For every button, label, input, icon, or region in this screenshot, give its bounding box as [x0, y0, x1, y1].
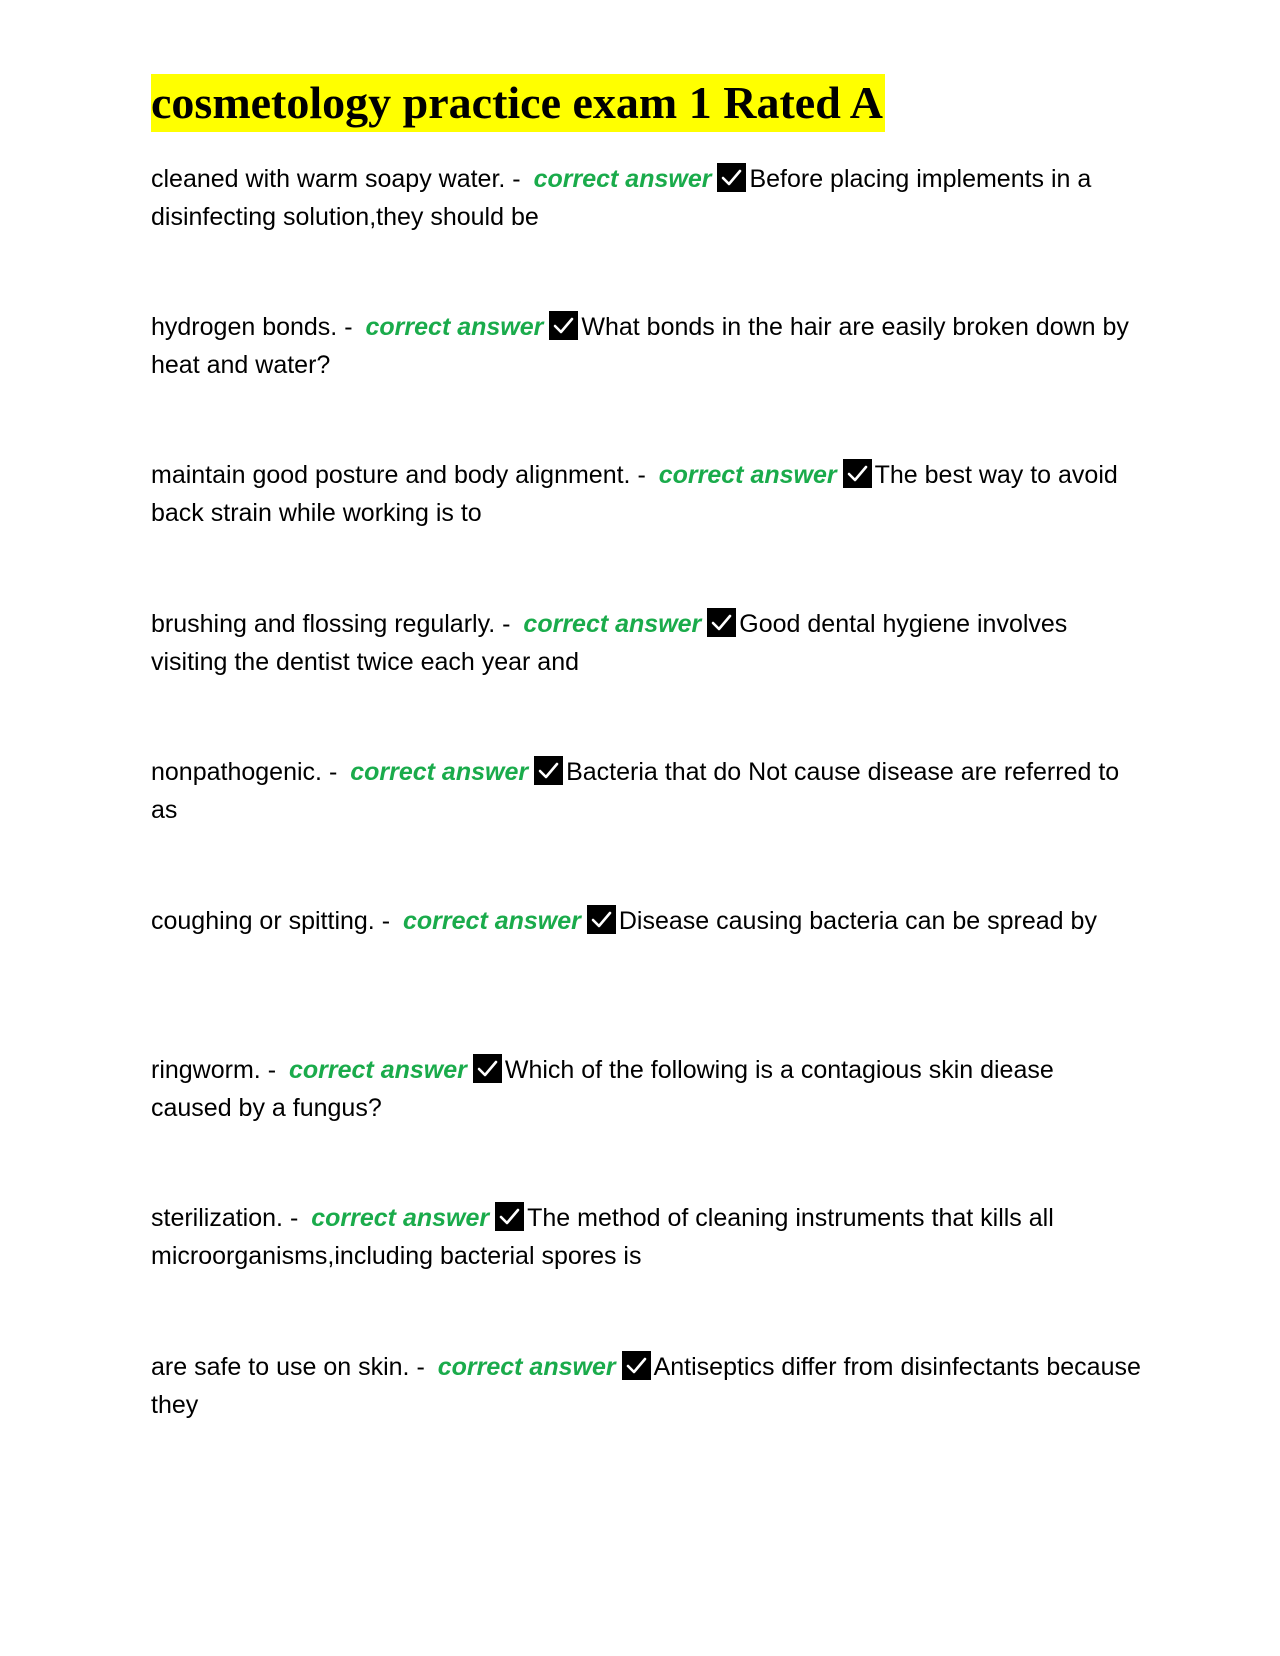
answer-text: cleaned with warm soapy water. [151, 165, 506, 193]
check-mark-icon [587, 905, 616, 934]
answer-text: hydrogen bonds. [151, 313, 338, 341]
correct-answer-label: correct answer [533, 165, 712, 193]
question-text: Which of the following is a contagious skin diease caused by a fungus? [151, 1056, 1054, 1122]
check-mark-icon [843, 459, 872, 488]
question-text: Antiseptics differ from disinfectants because they [151, 1353, 1141, 1419]
qa-item [151, 160, 1141, 236]
qa-item [151, 1199, 1141, 1275]
separator: - [267, 1056, 277, 1084]
separator: - [637, 461, 646, 489]
qa-item [151, 902, 1141, 940]
separator: - [328, 758, 338, 786]
answer-text: brushing and flossing regularly. [151, 610, 496, 638]
qa-item [151, 1348, 1141, 1424]
question-text: The method of cleaning instruments that kills all microorganisms,including bacterial spores is [151, 1204, 1054, 1270]
correct-answer-label: correct answer [658, 461, 837, 489]
qa-item [151, 308, 1141, 384]
separator: - [381, 907, 391, 935]
correct-answer-label: correct answer [437, 1353, 616, 1381]
check-mark-icon [549, 311, 578, 340]
question-text: Bacteria that do Not cause disease are referred to as [151, 758, 1120, 824]
question-text: Disease causing bacteria can be spread by [618, 907, 1097, 935]
qa-item [151, 1051, 1141, 1127]
check-mark-icon [717, 163, 746, 192]
check-mark-icon [473, 1054, 502, 1083]
answer-text: sterilization. [151, 1204, 283, 1232]
correct-answer-label: correct answer [350, 758, 529, 786]
answer-text: are safe to use on skin. [151, 1353, 410, 1381]
qa-item [151, 753, 1141, 829]
correct-answer-label: correct answer [365, 313, 544, 341]
answer-text: nonpathogenic. [151, 758, 322, 786]
check-mark-icon [707, 608, 736, 637]
correct-answer-label: correct answer [523, 610, 702, 638]
document-title: cosmetology practice exam 1 Rated A [151, 74, 885, 132]
separator: - [289, 1204, 299, 1232]
qa-item [151, 456, 1141, 532]
question-text: Good dental hygiene involves visiting the dentist twice each year and [151, 610, 1068, 676]
correct-answer-label: correct answer [403, 907, 581, 935]
answer-text: ringworm. [151, 1056, 261, 1084]
correct-answer-label: correct answer [311, 1204, 490, 1232]
answer-text: maintain good posture and body alignment. [151, 461, 631, 489]
answer-text: coughing or spitting. [151, 907, 375, 935]
separator: - [512, 165, 521, 193]
question-text: Before placing implements in a disinfecting solution,they should be [151, 165, 1092, 231]
separator: - [344, 313, 353, 341]
check-mark-icon [622, 1351, 651, 1380]
check-mark-icon [495, 1202, 524, 1231]
separator: - [416, 1353, 425, 1381]
check-mark-icon [534, 756, 563, 785]
question-text: The best way to avoid back strain while working is to [151, 461, 1118, 527]
separator: - [502, 610, 511, 638]
question-text: What bonds in the hair are easily broken down by heat and water? [151, 313, 1129, 379]
qa-item [151, 605, 1141, 681]
correct-answer-label: correct answer [288, 1056, 467, 1084]
